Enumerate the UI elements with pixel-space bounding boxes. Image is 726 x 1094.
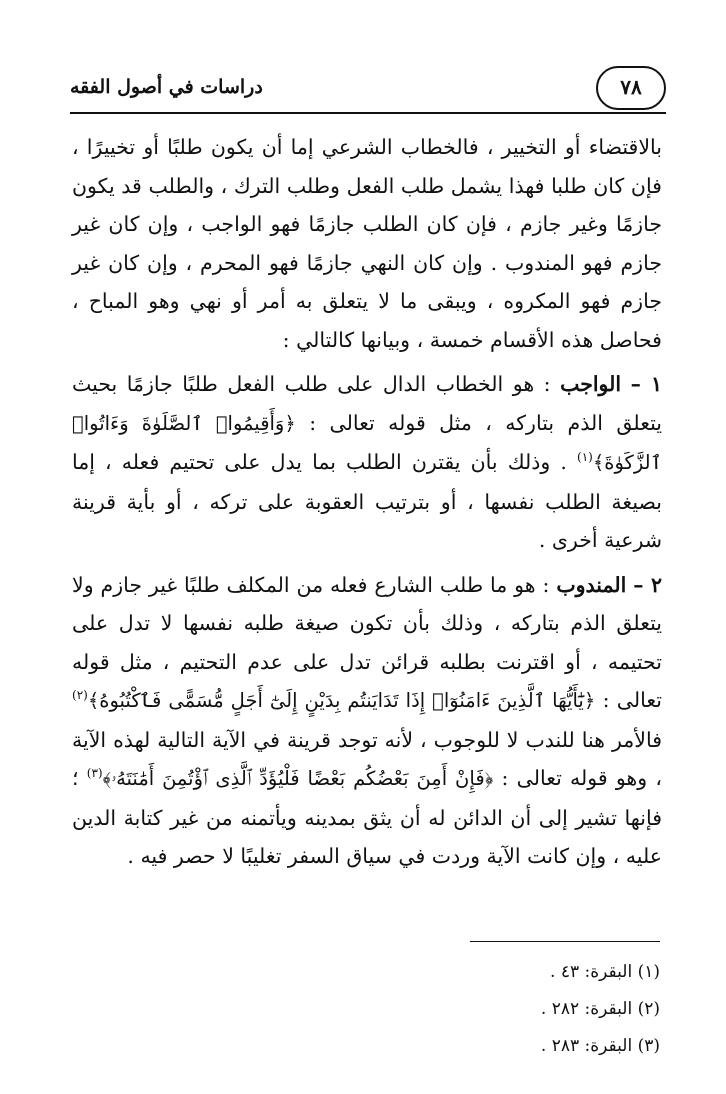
footnote: (٣) البقرة: ٢٨٣ . [540,1036,660,1056]
footnote: (١) البقرة: ٤٣ . [550,962,660,982]
footnote-divider [470,941,660,942]
quran-verse: ﴿فَإِنْ أَمِنَ بَعْضُكُم بَعْضًا فَلْيُؤَدِّ ٱلَّذِى ٱؤْتُمِنَ أَمَٰنَتَهُۥ﴾ [102,767,494,790]
footnote-ref: (٢) [72,688,88,703]
quran-verse: ﴿وَأَقِيمُوا۟ ٱلصَّلَوٰةَ وَءَاتُوا۟ ٱلزَّكَوٰةَ﴾ [72,411,662,474]
footnote-ref: (٣) [86,766,103,781]
footnote: (٢) البقرة: ٢٨٢ . [540,999,660,1019]
page-number: ٧٨ [596,66,666,110]
mandub-number: ٢ – [633,572,662,597]
mandub-paragraph [72,566,662,876]
quran-verse: ﴿يَٰٓأَيُّهَا ٱلَّذِينَ ءَامَنُوٓا۟ إِذَا تَدَايَنتُم بِدَيْنٍ إِلَىٰٓ أَجَلٍ مُّسَمًّى فَٱكْتُبُوهُ﴾ [87,689,596,712]
mandub-conclusion: ؛ فإنها تشير إلى أن الدائن له أن يثق بمدينه ويأتمنه من غير كتابة الدين عليه ، وإن كانت الآية وردت في سياق السفر تغليبًا لا حصر فيه . [72,766,662,868]
mandub-term: المندوب [556,572,627,597]
wajib-number: ١ – [630,372,662,396]
footnotes [260,954,660,1065]
running-title: دراسات في أصول الفقه [70,76,263,98]
wajib-explanation: . وذلك بأن يقترن الطلب بما يدل على تحتيم فعله ، إما بصيغة الطلب نفسها ، أو بترتيب العقوبة على تركه ، أو بأية قرينة شرعية أخرى . [72,450,662,552]
wajib-definition: : هو الخطاب الدال على طلب الفعل طلبًا جازمًا بحيث يتعلق الذم بتاركه ، مثل قوله تعالى : [72,372,662,435]
header-divider [70,112,666,114]
mandub-definition: : هو ما طلب الشارع فعله من المكلف طلبًا غير جازم ولا يتعلق الذم بتاركه ، وذلك بأن تكون صيغة طلبه نفسها لا تدل على تحتيمه ، أو اقترنت بطلبه قرائن تدل على عدم التحتيم ، مثل قوله تعالى : [72,572,662,712]
intro-paragraph: بالاقتضاء أو التخيير ، فالخطاب الشرعي إما أن يكون طلبًا أو تخييرًا ، فإن كان طلبا فهذا يشمل طلب الفعل وطلب الترك ، والطلب قد يكون جازمًا وغير جازم ، فإن كان الطلب جازمًا فهو الواجب ، وإن كان غير جازم فهو المندوب . وإن كان النهي جازمًا فهو المحرم ، وإن كان غير جازم فهو المكروه ، ويبقى ما لا يتعلق به أمر أو نهي وهو المباح ، فحاصل هذه الأقسام خمسة ، وبيانها كالتالي : [72,135,662,352]
footnote-ref: (١) [577,450,593,465]
main-text [72,128,662,876]
mandub-explanation: فالأمر هنا للندب لا للوجوب ، لأنه توجد قرينة في الآية التالية لهذه الآية ، وهو قوله تعالى : [72,727,662,790]
page-header [70,66,666,114]
wajib-term: الواجب [560,372,622,396]
wajib-paragraph [72,365,662,560]
